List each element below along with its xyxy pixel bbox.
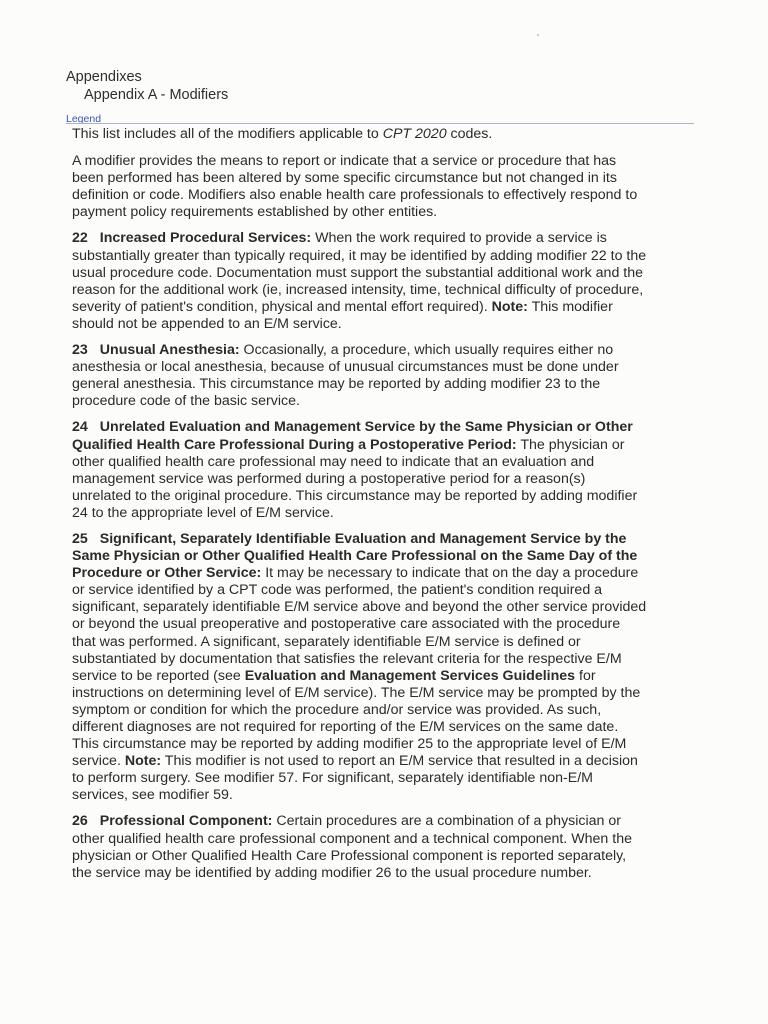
note-label: Note: xyxy=(491,298,528,315)
modifier-26 xyxy=(72,813,647,881)
modifier-text-continued: for instructions on determining level of E/M service). The E/M service may be prompted by the symptom or condition for which the procedure and/or service was provided. As such, different diagnoses are not required for reporting of the E/M services on the same date. This circumstance may be reported by adding modifier 25 to the appropriate level of E/M service. xyxy=(72,667,641,770)
intro-line: This list includes all of the modifiers applicable to CPT 2020 codes. xyxy=(72,126,493,142)
modifier-22 xyxy=(72,230,647,333)
document-body xyxy=(72,126,647,891)
cpt-edition: CPT 2020 xyxy=(382,126,447,142)
intro-paragraph: A modifier provides the means to report or indicate that a service or procedure that has been performed has been altered by some specific circumstance but not changed in its definition or code. Modifiers also enable health care professionals to effectively respond to payment policy requirements established by other entities. xyxy=(72,153,638,221)
modifier-text: The physician or other qualified health care professional may need to indicate that an evaluation and management service was performed during a postoperative period for a reason(s) unrelated to the original procedure. This circumstance may be reported by adding modifier 24 to the appropriate level of E/M service. xyxy=(72,436,638,521)
modifier-code: 25 xyxy=(72,530,88,547)
modifier-title: Unrelated Evaluation and Management Service by the Same Physician or Other Qualified Health Care Professional During a Postoperative Period: xyxy=(72,419,633,453)
modifier-code: 23 xyxy=(72,342,88,359)
modifier-23 xyxy=(72,342,647,410)
legend-link[interactable]: Legend xyxy=(66,113,102,125)
guidelines-reference: Evaluation and Management Services Guidelines xyxy=(244,667,576,684)
modifier-text: When the work required to provide a service is substantially greater than typically required, it may be identified by adding modifier 22 to the usual procedure code. Documentation must support the substantial additional work and the reason for the additional work (ie, increased intensity, time, technical difficulty of procedure, severity of patient's condition, physical and mental effort required). xyxy=(72,230,647,315)
modifier-title: Professional Component: xyxy=(99,813,273,830)
modifier-text: Certain procedures are a combination of a physician or other qualified health care professional component and a technical component. When the physician or Other Qualified Health Care Professional component is reported separately, the service may be identified by adding modifier 26 to the usual procedure number. xyxy=(72,813,632,881)
modifier-title: Increased Procedural Services: xyxy=(99,230,312,247)
modifier-title: Unusual Anesthesia: xyxy=(99,342,240,359)
modifier-text: Occasionally, a procedure, which usually requires either no anesthesia or local anesthesia, because of unusual circumstances must be done under general anesthesia. This circumstance may be reported by adding modifier 23 to the procedure code of the basic service. xyxy=(72,342,619,410)
modifier-code: 26 xyxy=(72,813,88,830)
header-divider xyxy=(66,123,694,124)
modifier-text: It may be necessary to indicate that on the day a procedure or service identified by a CPT code was performed, the patient's condition required a significant, separately identifiable E/M service above and beyond the other service provided or beyond the usual preoperative and postoperative care associated with the procedure that was performed. A significant, separately identifiable E/M service is defined or substantiated by documentation that satisfies the relevant criteria for the respective E/M service to be reported (see xyxy=(72,565,647,684)
note-text: This modifier should not be appended to an E/M service. xyxy=(72,298,613,332)
modifier-24 xyxy=(72,419,647,522)
legend-row xyxy=(66,109,694,125)
heading-appendix-a: Appendix A - Modifiers xyxy=(84,87,229,103)
note-text: This modifier is not used to report an E/M service that resulted in a decision to perform surgery. See modifier 57. For significant, separately identifiable non-E/M services, see modifier 59. xyxy=(72,753,638,804)
note-label: Note: xyxy=(124,753,162,770)
modifier-25 xyxy=(72,531,647,805)
modifier-title: Significant, Separately Identifiable Evaluation and Management Service by the Same Physician or Other Qualified Health Care Professional on the Same Day of the Procedure or Other Service: xyxy=(72,530,638,582)
modifier-code: 22 xyxy=(72,230,88,247)
modifier-code: 24 xyxy=(72,419,88,436)
scan-speck xyxy=(537,34,539,36)
page-header xyxy=(66,68,706,104)
heading-appendixes: Appendixes xyxy=(66,69,142,85)
